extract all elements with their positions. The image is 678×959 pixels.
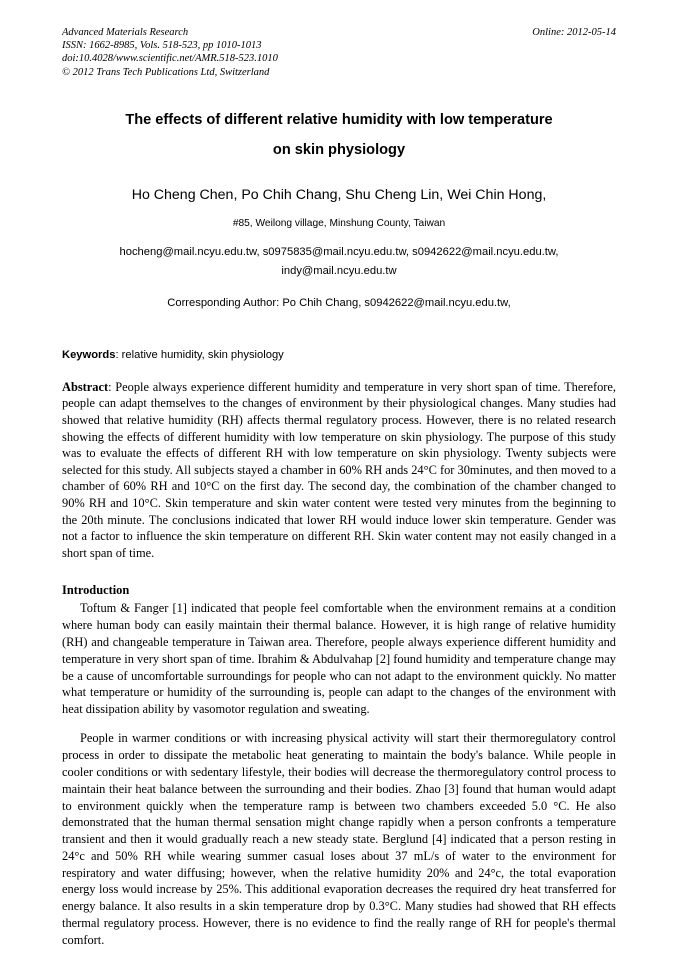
journal-name: Advanced Materials Research <box>62 27 189 38</box>
keywords-label: Keywords <box>62 348 116 361</box>
abstract-label: Abstract <box>62 379 109 394</box>
keywords-line <box>62 349 616 361</box>
title-line-2: on skin physiology <box>272 141 406 158</box>
issn-line: ISSN: 1662-8985, Vols. 518-523, pp 1010-1013 <box>62 40 262 52</box>
keywords-value: : relative humidity, skin physiology <box>115 348 284 361</box>
intro-paragraph-2: People in warmer conditions or with increasing physical activity will start their thermoregulatory control process in order to dissipate the metabolic heat generating to maintain the body's balance. While people in cooler conditions or with sedentary lifestyle, their bodies will decrease the thermoregulatory control process to maintain their heat balance between the surrounding and their bodies. Zhao [3] found that human would adapt to environment quickly when the temperature ramp is between two chambers exceeded 5.0 °C. He also demonstrated that the human thermal sensation might change rapidly when a person confronts a temperature transient and then it would gradually reach a new steady state. Berglund [4] indicated that a person resting in 24°c and 50% RH while wearing summer casual loses about 37 mL/s of water to the environment for respiratory and water diffusing; however, when the relative humidity 20% and 24°c, the total evaporation energy loss would increase by 25%. This additional evaporation decreases the required dry heat transferred for energy balance. It also results in a skin temperature drop by 0.3°C. Many studies had showed that RH effects thermal regulatory process. However, there is no evidence to find the really range of RH for people's thermal comfort. <box>62 731 616 947</box>
page-title <box>62 105 616 165</box>
doi-line: doi:10.4028/www.scientific.net/AMR.518-523.1010 <box>62 53 278 65</box>
section-heading-introduction: Introduction <box>62 583 130 598</box>
author-list: Ho Cheng Chen, Po Chih Chang, Shu Cheng Lin, Wei Chin Hong, <box>131 186 547 203</box>
email-line-2: indy@mail.ncyu.edu.tw <box>281 264 397 277</box>
paper-header <box>62 26 616 79</box>
affiliation: #85, Weilong village, Minshung County, Taiwan <box>232 217 446 229</box>
corresponding-author: Corresponding Author: Po Chih Chang, s0942622@mail.ncyu.edu.tw, <box>167 296 511 309</box>
copyright-line: © 2012 Trans Tech Publications Ltd, Switzerland <box>62 66 270 78</box>
intro-paragraph-1: Toftum & Fanger [1] indicated that people feel comfortable when the environment remains at a condition where human body can easily maintain their thermal balance. However, it is high range of relative humidity (RH) and changeable temperature in Taiwan area. Therefore, people always experience different humidity and temperature in very short span of time. Ibrahim & Abdulvahap [2] found humidity and temperature change may be a cause of uncomfortable surroundings for people who can not adapt to the environment quickly. No matter what temperature or humidity of the surrounding is, people can adapt to the changes of the environment with heat dissipation ability by vasomotor regulation and sweating. <box>62 601 616 717</box>
author-emails <box>62 243 616 281</box>
title-line-1: The effects of different relative humidity with low temperature <box>125 111 553 128</box>
email-line-1: hocheng@mail.ncyu.edu.tw, s0975835@mail.ncyu.edu.tw, s0942622@mail.ncyu.edu.tw, <box>119 245 559 258</box>
online-date: Online: 2012-05-14 <box>532 27 616 38</box>
abstract-text: : People always experience different humidity and temperature in very short span of time. Therefore, people can adapt themselves to the changes of environment by their physiological changes. Many studies had showed that relative humidity (RH) affects thermal regulatory process. However, there is no related research showing the effects of different humidity with low temperature on skin physiology. The purpose of this study was to evaluate the effects of different RH with low temperature on skin physiology. Twenty subjects were selected for this study. All subjects stayed a chamber in 60% RH ands 24°C for 30minutes, and then moved to a chamber of 60% RH and 10°C on the first day. The second day, the combination of the chamber changed to 90% RH and 10°C. Skin temperature and skin water content were tested very minutes from the beginning to the 20th minute. The conclusions indicated that lower RH would induce lower skin temperature. Gender was not a factor to influence the skin temperature on different RH. Skin water content may not easily changed in a short span of time. <box>62 379 616 560</box>
abstract-block <box>62 379 616 562</box>
